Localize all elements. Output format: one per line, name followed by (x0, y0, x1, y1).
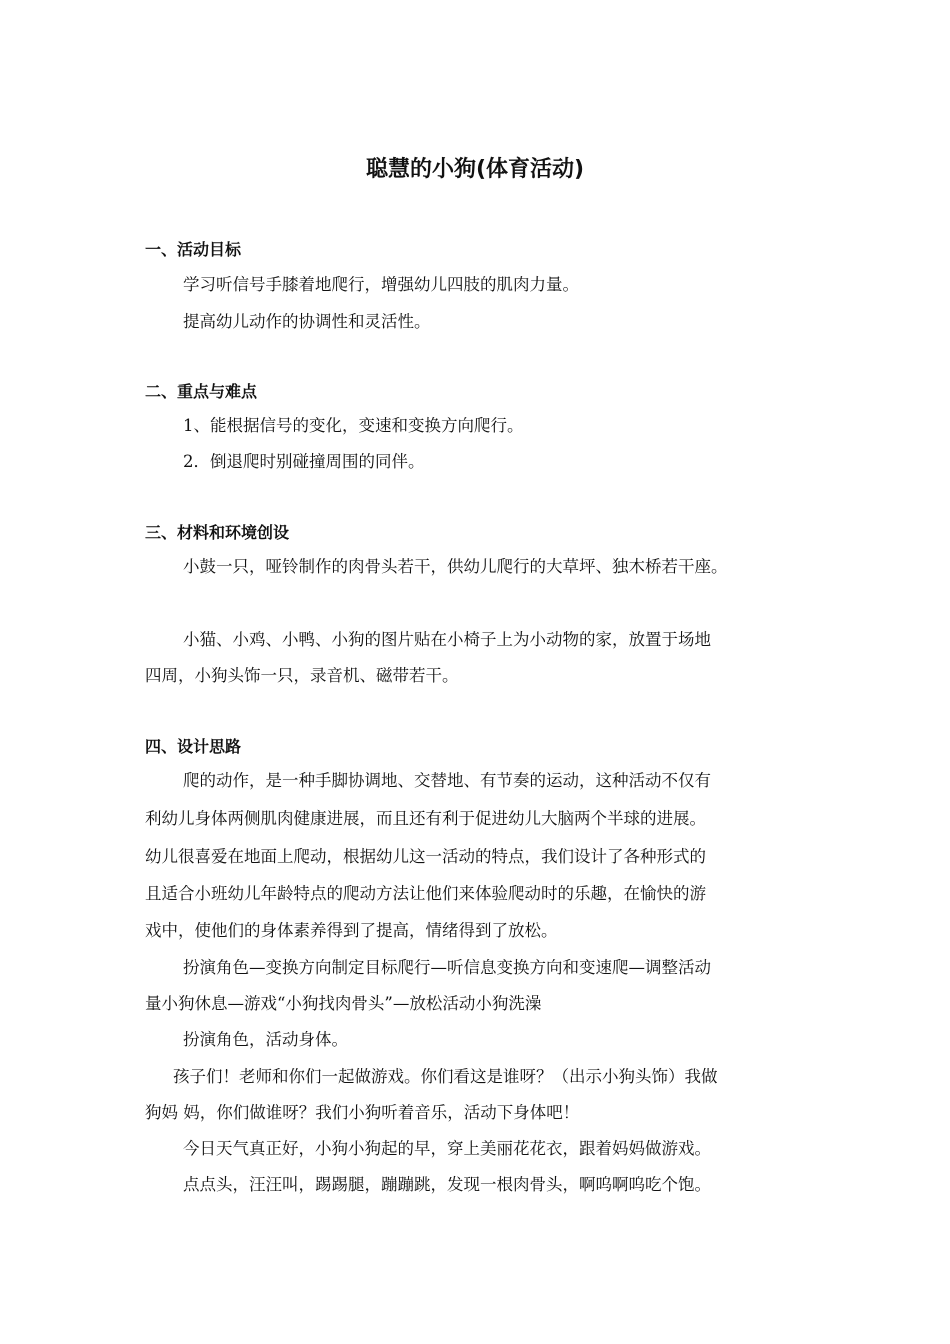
paragraph-line: 利幼儿身体两侧肌肉健康进展，而且还有利于促进幼儿大脑两个半球的进展。 (145, 809, 706, 828)
paragraph-line: 扮演角色，活动身体。 (183, 1030, 348, 1049)
paragraph-line: 学习听信号手膝着地爬行，增强幼儿四肢的肌肉力量。 (183, 275, 579, 294)
paragraph-line: 小猫、小鸡、小鸭、小狗的图片贴在小椅子上为小动物的家，放置于场地 (183, 630, 711, 649)
paragraph-line: 点点头，汪汪叫，踢踢腿，蹦蹦跳，发现一根肉骨头，啊呜啊呜吃个饱。 (183, 1175, 711, 1194)
paragraph-line: 孩子们！老师和你们一起做游戏。你们看这是谁呀？（出示小狗头饰）我做 (173, 1067, 718, 1086)
paragraph-line: 四周，小狗头饰一只，录音机、磁带若干。 (145, 666, 459, 685)
paragraph-line: 狗妈 妈，你们做谁呀？我们小狗听着音乐，活动下身体吧！ (145, 1103, 580, 1122)
section-heading-goals: 一、活动目标 (145, 240, 242, 259)
paragraph-line: 2．倒退爬时别碰撞周围的同伴。 (183, 452, 425, 471)
paragraph-line: 且适合小班幼儿年龄特点的爬动方法让他们来体验爬动时的乐趣，在愉快的游 (145, 884, 706, 903)
paragraph-line: 量小狗休息—游戏“小狗找肉骨头”—放松活动小狗洗澡 (145, 994, 542, 1013)
document-title: 聪慧的小狗(体育活动) (365, 157, 585, 182)
paragraph-line: 幼儿很喜爱在地面上爬动，根据幼儿这一活动的特点，我们设计了各种形式的 (145, 847, 706, 866)
paragraph-line: 提高幼儿动作的协调性和灵活性。 (183, 312, 431, 331)
section-heading-design: 四、设计思路 (145, 737, 242, 756)
paragraph-line: 扮演角色—变换方向制定目标爬行—听信息变换方向和变速爬—调整活动 (183, 958, 711, 977)
paragraph-line: 小鼓一只，哑铃制作的肉骨头若干，供幼儿爬行的大草坪、独木桥若干座。 (183, 557, 728, 576)
paragraph-line: 爬的动作，是一种手脚协调地、交替地、有节奏的运动，这种活动不仅有 (183, 771, 711, 790)
section-heading-key-points: 二、重点与难点 (145, 382, 258, 401)
paragraph-line: 今日天气真正好，小狗小狗起的早，穿上美丽花花衣，跟着妈妈做游戏。 (183, 1139, 711, 1158)
paragraph-line: 戏中，使他们的身体素养得到了提高，情绪得到了放松。 (145, 921, 558, 940)
section-heading-materials: 三、材料和环境创设 (145, 523, 290, 542)
paragraph-line: 1、能根据信号的变化，变速和变换方向爬行。 (183, 416, 524, 435)
